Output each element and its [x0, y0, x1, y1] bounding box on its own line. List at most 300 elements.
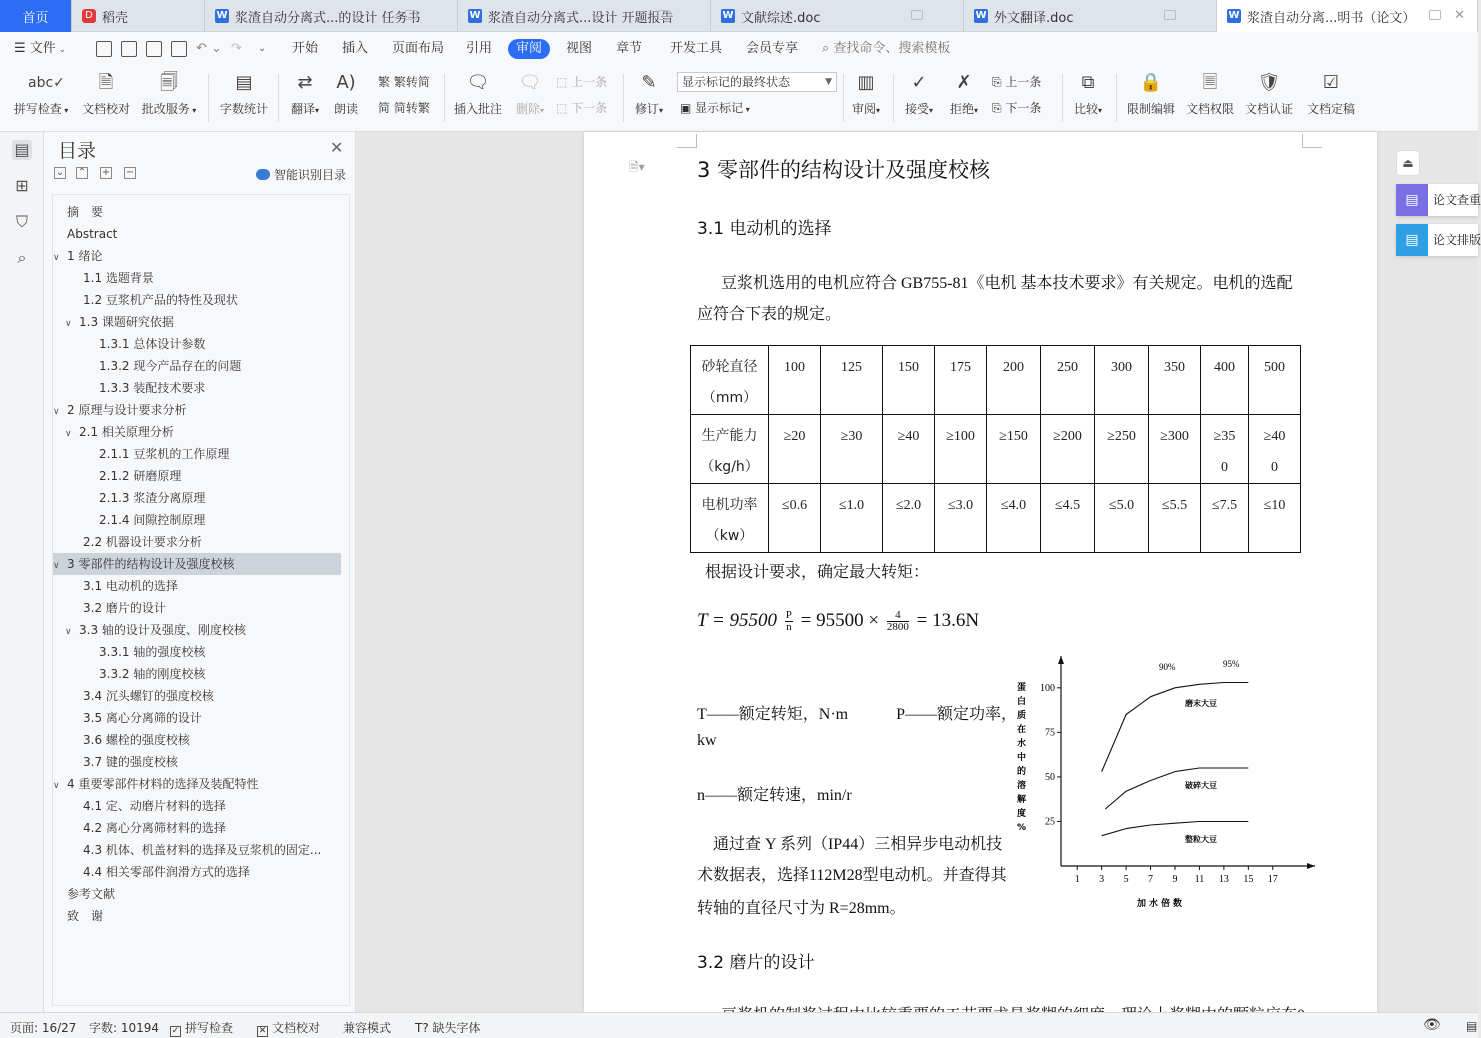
show-markup-button[interactable] [680, 98, 750, 118]
word-count-icon: ▤ [235, 72, 253, 93]
x-axis-arrow [1307, 863, 1315, 869]
toc-title: 目录 [58, 140, 97, 162]
chevron-down-icon[interactable]: ∨ [53, 407, 60, 417]
table-row-header [691, 415, 769, 484]
insert-comment-button[interactable] [453, 70, 503, 126]
document-page[interactable] [584, 132, 1377, 1032]
doc-cert-label: 文档认证 [1244, 102, 1293, 116]
toc-item[interactable] [83, 289, 343, 311]
accept-label: 接受 [904, 102, 929, 116]
collapse-icon[interactable]: ⌄ [55, 167, 65, 178]
y-axis-label: 在 [1017, 725, 1027, 735]
torque-formula [697, 610, 979, 633]
paragraph-line: kw [697, 732, 717, 749]
permission-icon: 🗏 [1202, 72, 1218, 93]
doc-proof-label: 文档校对 [81, 102, 130, 116]
navigation-strip [0, 132, 44, 1012]
doc-finalize-button[interactable] [1306, 70, 1356, 126]
toc-item-label: 1.3.2 现今产品存在的问题 [99, 359, 242, 373]
denominator: 2800 [886, 621, 909, 634]
toc-item-label: 致 谢 [67, 909, 104, 923]
series-line [1102, 822, 1249, 836]
bookmark-icon[interactable]: ⛉ [15, 212, 28, 231]
table-cell: ≤4.0 [987, 484, 1041, 553]
proof-status[interactable] [257, 1019, 320, 1037]
simp-trad-label: 简转繁 [393, 101, 430, 115]
compat-mode: 兼容模式 [343, 1021, 392, 1035]
tab-document[interactable] [964, 0, 1217, 32]
word-count-label: 字数统计 [219, 102, 268, 116]
chevron-down-icon[interactable]: ∨ [53, 253, 60, 263]
prev-comment-icon: ⬚ [556, 75, 572, 89]
view-mode-icon[interactable]: ▤ [1466, 1019, 1478, 1033]
series-line [1102, 683, 1249, 772]
y-tick-label: 50 [1045, 771, 1055, 783]
tab-label: 首页 [22, 10, 49, 26]
certificate-icon: 🛡 [1257, 72, 1281, 93]
chevron-down-icon: ▾ [1098, 106, 1103, 115]
save-icon[interactable] [96, 41, 112, 57]
toc-item[interactable] [65, 311, 343, 333]
table-row [691, 346, 1301, 415]
missing-font-label: 缺失字体 [432, 1021, 481, 1035]
motor-spec-table [690, 345, 1301, 553]
word-doc-icon: W [469, 10, 481, 21]
divider [623, 74, 624, 122]
review-pane-button[interactable] [849, 70, 883, 126]
compare-icon: ⧉ [1081, 72, 1095, 93]
x-tick-label: 3 [1099, 874, 1105, 885]
ribbon-toolbar [0, 66, 1478, 132]
table-cell: ≥100 [935, 415, 987, 484]
row-header-line: （kw） [705, 528, 754, 544]
toc-item-label: 1.3.3 装配技术要求 [99, 381, 206, 395]
smart-toc-button[interactable] [256, 166, 346, 183]
divider [1062, 74, 1063, 122]
toc-item-label: 4.4 相关零部件润滑方式的选择 [83, 865, 250, 879]
tab-label: 浆渣自动分离...明书（论文） [1247, 10, 1416, 26]
window-icon[interactable] [1164, 10, 1176, 20]
toc-item[interactable] [83, 729, 343, 751]
insert-comment-label: 插入批注 [453, 102, 502, 116]
fraction [887, 610, 909, 633]
batch-icon: 🗐 [160, 72, 178, 93]
formula-rhs: = 13.6N [916, 610, 980, 631]
paragraph-line: 术数据表，选择112M28型电动机。并查得其 [697, 867, 1007, 884]
docer-icon: D [82, 9, 96, 23]
toc-list [52, 194, 350, 1006]
toc-item[interactable] [83, 839, 343, 861]
tab-docer[interactable] [72, 0, 205, 32]
toc-item-label: 3.3.1 轴的强度校核 [99, 645, 206, 659]
paragraph-line: 根据设计要求，确定最大转矩： [705, 564, 930, 581]
toc-item[interactable] [83, 795, 343, 817]
word-doc-icon: W [1228, 10, 1240, 21]
menu-bar [0, 32, 1478, 66]
tab-document[interactable] [711, 0, 964, 32]
toc-item-label: 3.5 离心分离筛的设计 [83, 711, 202, 725]
toc-item-label: 4 重要零部件材料的选择及装配特性 [67, 777, 259, 791]
ai-icon [256, 169, 270, 180]
redo-icon[interactable]: ↷ [231, 41, 242, 56]
translate-icon: ⇄ [297, 72, 313, 93]
window-icon[interactable] [911, 10, 923, 20]
restrict-edit-button[interactable] [1126, 70, 1176, 126]
table-cell: 175 [935, 346, 987, 415]
menu-layout[interactable]: 页面布局 [392, 41, 445, 56]
y-axis-label: 水 [1017, 739, 1027, 749]
series-label: 磨末大豆 [1185, 699, 1217, 708]
document-area[interactable] [357, 132, 1478, 1012]
toc-item-label: 3.3 轴的设计及强度、刚度校核 [79, 623, 246, 637]
chevron-down-icon[interactable]: ∨ [65, 319, 72, 329]
prev-change-icon: ⎘ [992, 75, 1006, 89]
plagiarism-check-label: 论文查重 [1433, 193, 1481, 207]
toc-item-label: 3.2 磨片的设计 [83, 601, 166, 615]
paragraph-line: n——额定转速，min/r [697, 787, 852, 804]
simp-trad-icon: 简 [378, 101, 394, 115]
undo-icon[interactable]: ↶ ⌄ [196, 41, 222, 56]
section-heading: 3.1 电动机的选择 [697, 219, 832, 239]
table-cell: ≥30 [821, 415, 883, 484]
x-tick-label: 1 [1074, 874, 1080, 885]
doc-permission-label: 文档权限 [1185, 102, 1234, 116]
delete-label: 删除 [515, 102, 540, 116]
tab-document-active[interactable] [1217, 0, 1478, 32]
menu-references[interactable]: 引用 [466, 41, 493, 56]
menu-insert[interactable]: 插入 [342, 41, 369, 56]
toc-item[interactable] [99, 355, 343, 377]
collapse-panel-icon[interactable]: ⏏ [1396, 150, 1420, 176]
chevron-down-icon: ▾ [876, 106, 881, 115]
search-icon: ⌕ [822, 41, 834, 56]
toc-item[interactable] [83, 531, 343, 553]
paragraph-menu-icon[interactable]: 🗎▾ [629, 160, 645, 174]
paragraph-line: 转轴的直径尺寸为 R=28mm。 [697, 900, 906, 917]
chevron-down-icon: ▾ [743, 105, 750, 114]
toc-item[interactable] [83, 861, 343, 883]
more-icon[interactable]: ⌄ [258, 43, 267, 54]
tab-document[interactable] [458, 0, 711, 32]
eye-protection-icon[interactable]: 👁 [1423, 1017, 1441, 1033]
menu-member[interactable]: 会员专享 [746, 41, 799, 56]
chevron-down-icon: ▾ [659, 106, 664, 115]
fraction [785, 610, 793, 633]
toc-item[interactable] [67, 223, 343, 245]
revise-icon: ✎ [641, 72, 657, 93]
toc-item-label: 2.1 相关原理分析 [79, 425, 174, 439]
chevron-down-icon[interactable]: ∨ [53, 561, 60, 571]
toc-item-label: 1.2 豆浆机产品的特性及现状 [83, 293, 238, 307]
read-aloud-button[interactable] [332, 70, 360, 126]
toc-item[interactable] [53, 399, 343, 421]
window-icon[interactable] [1429, 10, 1441, 20]
page-margin-mark [677, 134, 697, 148]
prev-comment-button[interactable] [556, 72, 607, 92]
toc-item[interactable] [67, 883, 343, 905]
status-bar [0, 1012, 1478, 1038]
tab-document[interactable] [205, 0, 458, 32]
next-change-icon: ⎘ [992, 101, 1006, 115]
toc-item-label: 3 零部件的结构设计及强度校核 [67, 557, 235, 571]
table-cell: 250 [1041, 346, 1095, 415]
toc-item[interactable] [83, 817, 343, 839]
table-cell: 500 [1249, 346, 1301, 415]
y-axis-label: 的 [1017, 767, 1027, 777]
table-cell: 200 [987, 346, 1041, 415]
x-tick-label: 15 [1243, 874, 1254, 885]
show-markup-label: 显示标记 [695, 101, 744, 115]
chevron-down-icon[interactable]: ∨ [65, 429, 72, 439]
chevron-down-icon[interactable]: ∨ [53, 781, 60, 791]
toc-item-label: 3.4 沉头螺钉的强度校核 [83, 689, 214, 703]
smart-toc-label: 智能识别目录 [274, 168, 347, 182]
top-label: 90% [1159, 662, 1176, 672]
toc-item[interactable] [99, 333, 343, 355]
tab-home[interactable] [0, 0, 72, 32]
chevron-down-icon: ▾ [929, 106, 934, 115]
table-cell: ≤2.0 [883, 484, 935, 553]
delete-comment-button[interactable] [512, 70, 548, 126]
close-icon[interactable]: ✕ [330, 138, 344, 157]
trad-simp-button[interactable] [378, 72, 430, 92]
print-preview-icon[interactable] [171, 41, 187, 57]
x-tick-label: 17 [1267, 874, 1278, 885]
x-tick-label: 11 [1194, 874, 1205, 885]
comment-delete-icon: 🗨 [518, 72, 542, 93]
toc-icon[interactable]: ▤ [12, 140, 32, 160]
remove-icon[interactable]: − [125, 167, 135, 178]
toc-item[interactable] [99, 663, 343, 685]
doc-permission-button[interactable] [1185, 70, 1235, 126]
simp-trad-button[interactable] [378, 98, 430, 118]
toc-item-label: 1 绪论 [67, 249, 103, 263]
search-placeholder: 查找命令、搜索模板 [833, 41, 951, 56]
toc-item[interactable] [67, 905, 343, 927]
reject-label: 拒绝 [949, 102, 974, 116]
tab-label: 稻壳 [102, 10, 129, 26]
tab-bar [0, 0, 1478, 32]
spellcheck-status[interactable] [170, 1019, 233, 1037]
search-icon[interactable]: ⌕ [17, 248, 27, 267]
paragraph-line: T——额定转矩，N·m P——额定功率， [697, 706, 1018, 723]
revise-label: 修订 [634, 102, 659, 116]
toc-item[interactable] [53, 773, 343, 795]
denominator: n [786, 621, 792, 634]
toc-item-label: 2.1.2 研磨原理 [99, 469, 182, 483]
chapter-nav-icon[interactable]: ⊞ [15, 176, 29, 195]
table-row [691, 484, 1301, 553]
doc-proof-button[interactable] [80, 70, 132, 126]
spellcheck-label: 拼写检查 [13, 102, 62, 116]
table-cell: ≥35 0 [1201, 415, 1249, 484]
series-label: 破碎大豆 [1185, 781, 1217, 790]
paragraph-line: 通过查 Y 系列（IP44）三相异步电动机技 [713, 836, 1003, 853]
translate-button[interactable] [287, 70, 323, 126]
toc-item[interactable] [83, 685, 343, 707]
reject-button[interactable] [947, 70, 981, 126]
toc-item[interactable] [99, 509, 343, 531]
toc-item[interactable] [83, 597, 343, 619]
y-axis-label: 蛋 [1017, 683, 1027, 693]
thesis-layout-button[interactable] [1396, 224, 1481, 256]
toc-item-label: Abstract [67, 227, 118, 241]
compare-button[interactable] [1070, 70, 1106, 126]
table-cell: ≤5.0 [1095, 484, 1149, 553]
row-header-line: （mm） [701, 390, 758, 406]
toc-item[interactable] [99, 465, 343, 487]
table-cell: 100 [769, 346, 821, 415]
chevron-down-icon: ⌄ [55, 45, 67, 55]
table-cell: ≤10 [1249, 484, 1301, 553]
formula-mid: = 95500 × [800, 610, 880, 631]
chevron-down-icon: ▾ [61, 106, 69, 115]
font-icon: T? [415, 1021, 433, 1035]
word-doc-icon: W [722, 10, 734, 21]
toc-item-label: 1.3 课题研究依据 [79, 315, 174, 329]
menu-view[interactable]: 视图 [566, 41, 593, 56]
menu-review[interactable]: 审阅 [508, 39, 550, 59]
chevron-down-icon[interactable]: ∨ [65, 627, 72, 637]
formula-lhs: T = 95500 [697, 610, 778, 631]
missing-font-status[interactable] [415, 1019, 481, 1036]
next-comment-label: 下一条 [571, 101, 608, 115]
markup-state-select[interactable] [677, 72, 837, 92]
divider [843, 74, 844, 122]
page-margin-mark [1302, 134, 1322, 148]
thesis-layout-label: 论文排版 [1433, 233, 1481, 247]
toc-item-label: 3.3.2 轴的刚度校核 [99, 667, 206, 681]
doc-cert-button[interactable] [1244, 70, 1294, 126]
numerator: P [785, 609, 792, 622]
spellcheck-button[interactable] [12, 70, 70, 126]
toc-item-label: 3.7 键的强度校核 [83, 755, 178, 769]
series-line [1105, 768, 1248, 809]
toc-item[interactable] [67, 201, 343, 223]
toc-item[interactable] [65, 619, 343, 641]
x-tick-label: 5 [1123, 874, 1129, 885]
toc-item-label: 参考文献 [67, 887, 116, 901]
tab-label: 外文翻译.doc [994, 10, 1074, 26]
expand-up-icon[interactable]: ⌃ [77, 167, 87, 178]
menu-start[interactable]: 开始 [292, 41, 319, 56]
chapter-heading: 3 零部件的结构设计及强度校核 [697, 158, 991, 182]
table-cell: ≥40 [883, 415, 935, 484]
export-icon[interactable] [121, 41, 137, 57]
prev-change-button[interactable] [992, 72, 1041, 92]
next-comment-button[interactable] [556, 98, 607, 118]
y-axis-label: 溶 [1017, 781, 1027, 791]
toc-item-label: 2 原理与设计要求分析 [67, 403, 187, 417]
table-cell: ≥200 [1041, 415, 1095, 484]
top-label: 95% [1223, 659, 1240, 669]
table-cell: ≤7.5 [1201, 484, 1249, 553]
section-heading: 3.2 磨片的设计 [697, 953, 815, 973]
page-indicator[interactable]: 页面: 16/27 [10, 1021, 77, 1035]
toc-item[interactable] [83, 575, 343, 597]
batch-service-button[interactable] [140, 70, 198, 126]
toc-item-label: 2.1.3 浆渣分离原理 [99, 491, 206, 505]
toc-item[interactable] [83, 267, 343, 289]
table-cell: ≥20 [769, 415, 821, 484]
print-icon[interactable] [146, 41, 162, 57]
spellcheck-label: 拼写检查 [185, 1021, 234, 1035]
file-menu[interactable] [14, 39, 66, 59]
toc-item[interactable] [53, 245, 343, 267]
check-icon: ▤ [1396, 184, 1428, 216]
proof-label: 文档校对 [272, 1021, 321, 1035]
table-cell: ≥40 0 [1249, 415, 1301, 484]
toc-item-label: 2.1.4 间隙控制原理 [99, 513, 206, 527]
y-axis-label: 度 [1017, 809, 1027, 819]
divider [1116, 74, 1117, 122]
toc-item-label: 2.2 机器设计要求分析 [83, 535, 202, 549]
proof-icon: ✕ [258, 1026, 267, 1036]
reject-icon: ✗ [956, 72, 972, 93]
table-cell: ≥150 [987, 415, 1041, 484]
plagiarism-check-button[interactable] [1396, 184, 1481, 216]
window-icon[interactable] [405, 10, 417, 20]
divider [208, 74, 209, 122]
y-tick-label: 25 [1045, 816, 1055, 828]
toc-item[interactable] [65, 421, 343, 443]
translate-label: 翻译 [290, 102, 315, 116]
accept-button[interactable] [902, 70, 936, 126]
next-change-button[interactable] [992, 98, 1041, 118]
toc-panel [44, 132, 356, 1012]
markup-state-value: 显示标记的最终状态 [682, 75, 791, 89]
chevron-down-icon: ▾ [315, 106, 320, 115]
x-axis-label: 加水倍数 [1136, 899, 1186, 909]
revise-button[interactable] [632, 70, 666, 126]
paragraph-line: 豆浆机选用的电机应符合 GB755-81《电机 基本技术要求》有关规定。电机的选配 [721, 275, 1293, 292]
review-label: 审阅 [851, 102, 876, 116]
window-icon[interactable] [658, 10, 670, 20]
numerator: 4 [887, 610, 909, 622]
toc-item[interactable] [99, 487, 343, 509]
word-count[interactable]: 字数: 10194 [89, 1021, 160, 1035]
table-cell: ≥250 [1095, 415, 1149, 484]
toc-item[interactable] [99, 443, 343, 465]
toc-item[interactable] [99, 377, 343, 399]
toc-item[interactable] [83, 707, 343, 729]
x-tick-label: 13 [1218, 874, 1229, 885]
restrict-edit-label: 限制编辑 [1126, 102, 1175, 116]
tab-label: 文献综述.doc [741, 10, 821, 26]
table-cell: ≤0.6 [769, 484, 821, 553]
toc-item[interactable] [99, 641, 343, 663]
toc-item-label: 3.1 电动机的选择 [83, 579, 178, 593]
next-label: 下一条 [1005, 101, 1042, 115]
divider [444, 74, 445, 122]
word-count-button[interactable] [218, 70, 270, 126]
table-cell: 150 [883, 346, 935, 415]
toc-item-label: 4.1 定、动磨片材料的选择 [83, 799, 226, 813]
add-icon[interactable]: + [101, 167, 111, 178]
tab-label: 浆渣自动分离式...的设计 任务书 [235, 10, 421, 26]
menu-chapter[interactable]: 章节 [616, 41, 643, 56]
file-label: 文件 [29, 41, 56, 56]
toc-item[interactable] [83, 751, 343, 773]
table-row-header [691, 346, 769, 415]
menu-developer[interactable]: 开发工具 [670, 41, 723, 56]
read-aloud-label: 朗读 [333, 102, 358, 116]
y-axis-label: 白 [1017, 697, 1027, 707]
search-box[interactable] [822, 39, 950, 59]
y-tick-label: 100 [1040, 682, 1055, 694]
close-icon[interactable]: ✕ [1454, 8, 1465, 23]
toc-item[interactable] [53, 553, 341, 575]
